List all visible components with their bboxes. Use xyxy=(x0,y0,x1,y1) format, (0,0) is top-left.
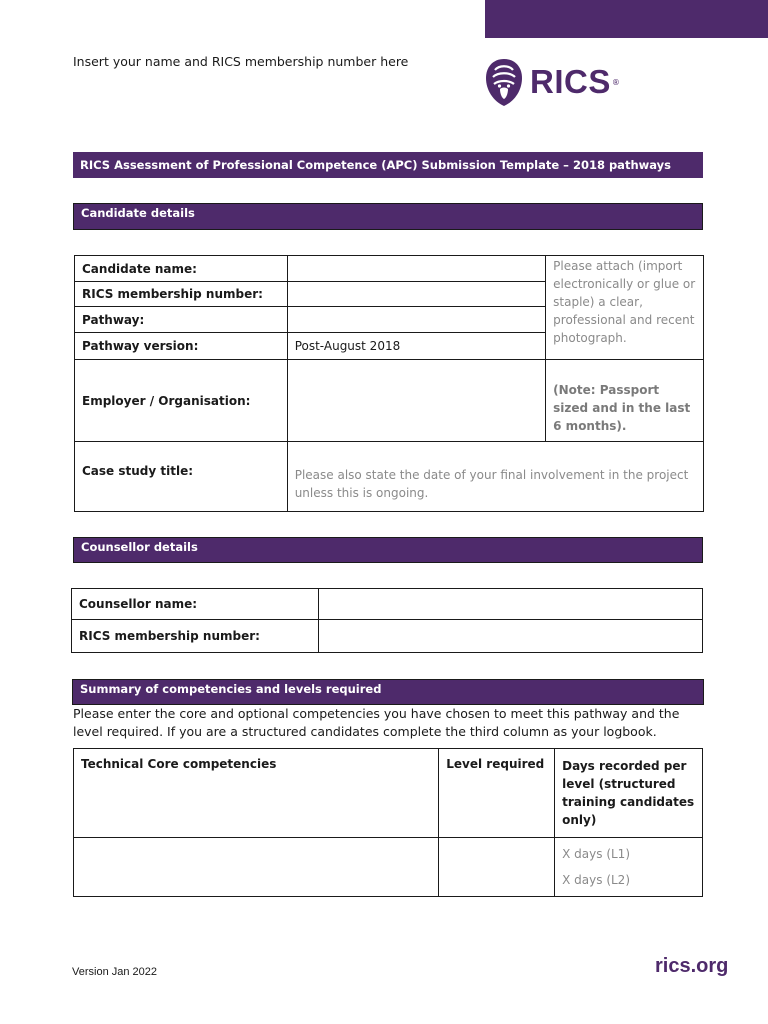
candidate-name-label: Candidate name: xyxy=(75,256,288,282)
competencies-table xyxy=(73,748,703,897)
candidate-name-field[interactable] xyxy=(287,256,545,282)
counsellor-membership-field[interactable] xyxy=(318,620,702,653)
candidate-details-table xyxy=(74,255,704,512)
table-row xyxy=(74,749,703,838)
document-title-bar xyxy=(73,152,703,178)
pathway-label: Pathway: xyxy=(75,307,288,333)
photo-attachment-area[interactable] xyxy=(546,256,704,360)
employer-label: Employer / Organisation: xyxy=(75,360,288,442)
col-header-competency: Technical Core competencies xyxy=(74,749,439,838)
candidate-details-heading-text: Candidate details xyxy=(81,206,195,220)
counsellor-details-heading-text: Counsellor details xyxy=(81,540,198,554)
case-study-field[interactable] xyxy=(287,442,703,512)
footer-site-link[interactable]: rics.org xyxy=(655,955,729,977)
table-row xyxy=(75,360,704,442)
competencies-heading xyxy=(72,679,704,705)
employer-field[interactable] xyxy=(287,360,545,442)
photo-instruction: Please attach (import electronically or glue or staple) a clear, professional and recent photograph. xyxy=(553,259,696,345)
counsellor-details-table xyxy=(71,588,703,653)
counsellor-membership-label: RICS membership number: xyxy=(72,620,319,653)
document-title: RICS Assessment of Professional Competence (APC) Submission Template – 2018 pathways xyxy=(80,158,671,172)
candidate-details-heading xyxy=(73,203,703,230)
footer-version: Version Jan 2022 xyxy=(72,966,158,978)
header-instruction: Insert your name and RICS membership number here xyxy=(73,54,409,69)
pathway-field[interactable] xyxy=(287,307,545,333)
days-field[interactable] xyxy=(555,838,703,897)
lion-emblem-icon xyxy=(484,56,524,108)
level-field[interactable] xyxy=(439,838,555,897)
case-study-label: Case study title: xyxy=(75,442,288,512)
counsellor-details-heading xyxy=(73,537,703,563)
competencies-instructions: Please enter the core and optional competencies you have chosen to meet this pathway and the level required. If you are a structured candidates complete the third column as your logbook. xyxy=(73,706,680,739)
col-header-level: Level required xyxy=(439,749,555,838)
table-row xyxy=(72,589,703,620)
days-l1: X days (L1) xyxy=(562,847,630,861)
photo-note: (Note: Passport sized and in the last 6 months). xyxy=(553,383,691,433)
logo-registered-mark: ® xyxy=(611,77,620,87)
rics-logo xyxy=(484,56,620,108)
photo-note-cell xyxy=(546,360,704,442)
days-l2: X days (L2) xyxy=(562,873,630,887)
candidate-membership-label: RICS membership number: xyxy=(75,282,288,307)
logo-wordmark: RICS xyxy=(530,63,611,100)
table-row xyxy=(75,442,704,512)
col-header-days: Days recorded per level (structured training candidates only) xyxy=(555,749,703,838)
table-row xyxy=(75,256,704,282)
counsellor-name-field[interactable] xyxy=(318,589,702,620)
candidate-membership-field[interactable] xyxy=(287,282,545,307)
case-study-hint: Please also state the date of your final involvement in the project unless this is ongoing. xyxy=(294,468,689,500)
competency-field[interactable] xyxy=(74,838,439,897)
header-color-band xyxy=(485,0,768,38)
table-row xyxy=(72,620,703,653)
pathway-version-field[interactable]: Post-August 2018 xyxy=(287,333,545,360)
competencies-heading-text: Summary of competencies and levels required xyxy=(80,682,382,696)
counsellor-name-label: Counsellor name: xyxy=(72,589,319,620)
pathway-version-label: Pathway version: xyxy=(75,333,288,360)
table-row xyxy=(74,838,703,897)
